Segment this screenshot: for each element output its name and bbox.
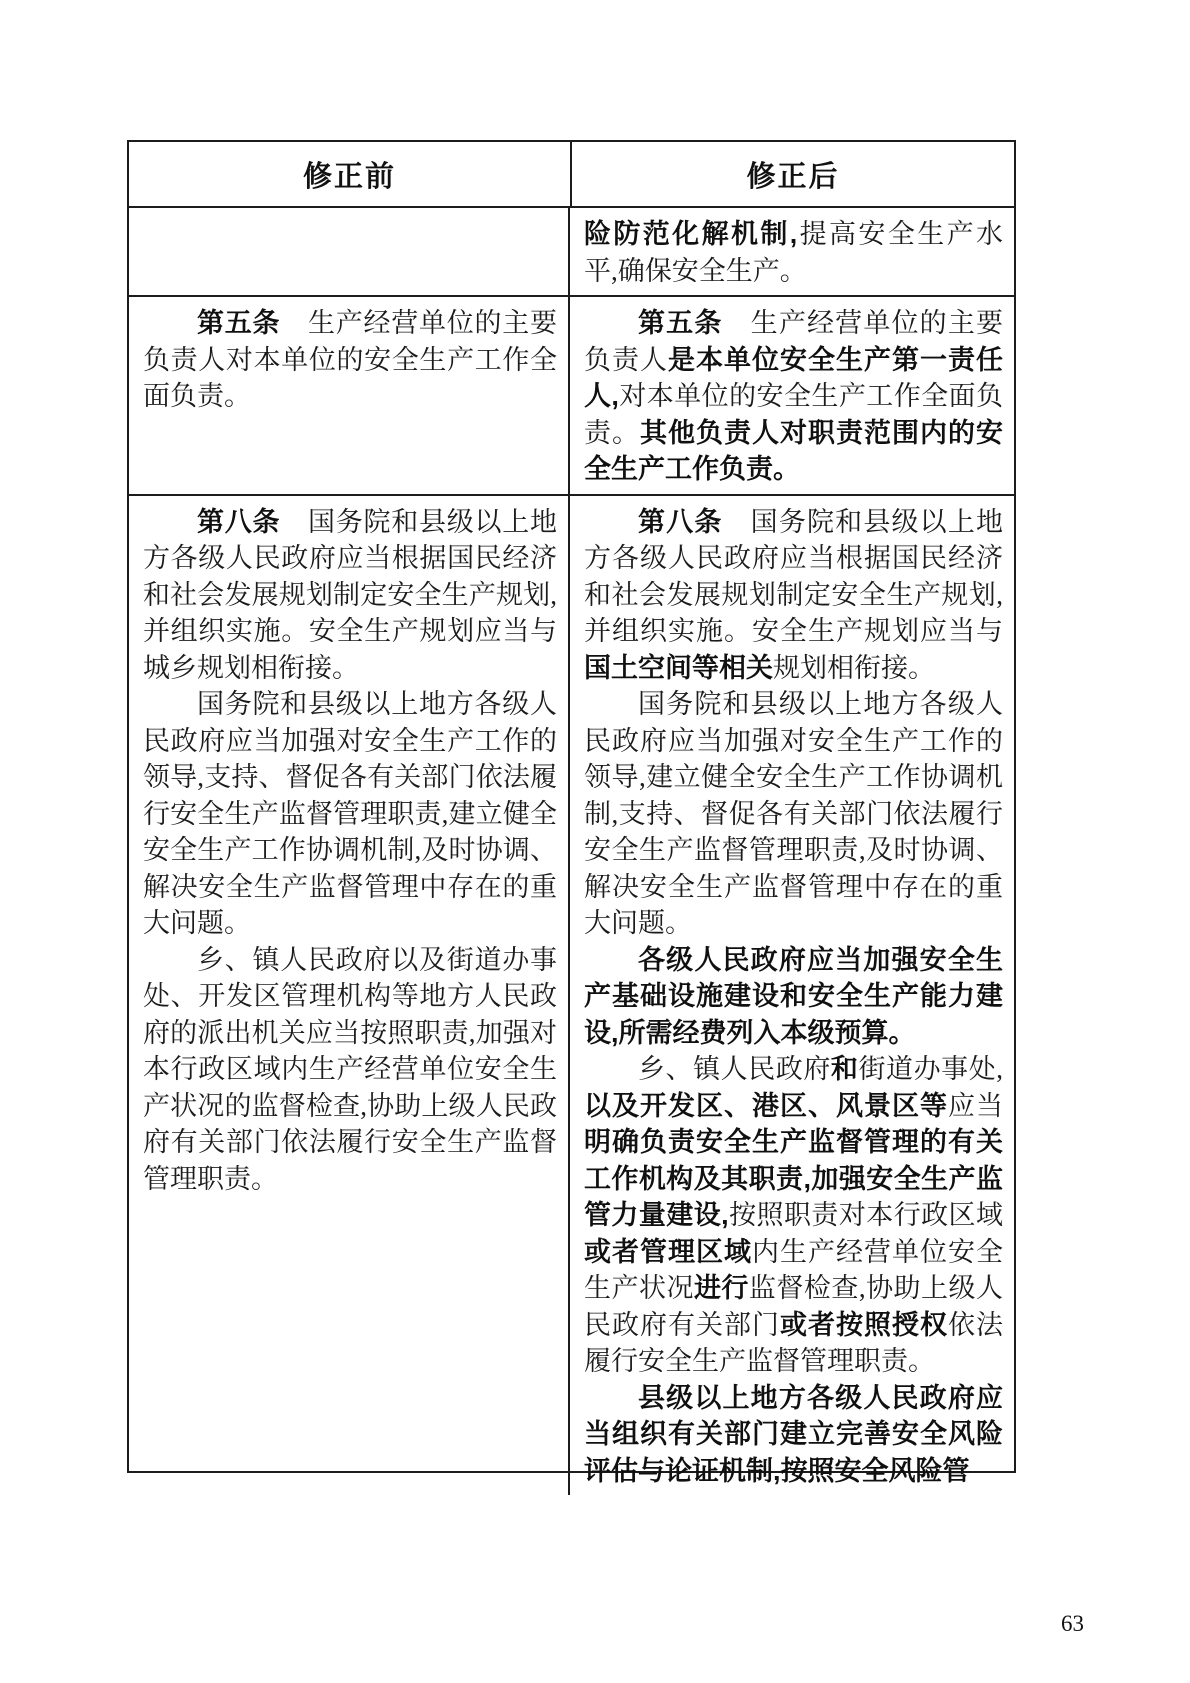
body-text: 乡、镇人民政府 bbox=[638, 1054, 831, 1084]
body-text: 提高安全生产水平,确保安全生产。 bbox=[584, 219, 1003, 286]
amended-text: 第八条 bbox=[638, 506, 723, 537]
amended-text: 各级人民政府应当加强安全生产基础设施建设和安全生产能力建设,所需经费列入本级预算。 bbox=[584, 944, 1003, 1048]
amended-text: 县级以上地方各级人民政府应当组织有关部门建立完善安全风险评估与论证机制,按照安全风险管 bbox=[584, 1382, 1003, 1486]
table-header-row bbox=[129, 142, 1014, 208]
amended-text: 进行 bbox=[693, 1273, 749, 1303]
paragraph bbox=[584, 216, 1003, 289]
table-body bbox=[129, 208, 1014, 1495]
amended-text: 或者管理区域 bbox=[584, 1236, 752, 1267]
body-text: 国务院和县级以上地方各级人民政府应当根据国民经济和社会发展规划制定安全生产规划,并组织实施。安全生产规划应当与城乡规划相衔接。 bbox=[143, 506, 557, 683]
amended-text: 和 bbox=[830, 1054, 859, 1084]
cell-after-amendment bbox=[570, 496, 1014, 1496]
paragraph bbox=[584, 686, 1003, 942]
table-row bbox=[129, 496, 1014, 1496]
body-text: 生产经营单位的主要负责人 bbox=[584, 308, 1003, 375]
body-text: 国务院和县级以上地方各级人民政府应当根据国民经济和社会发展规划制定安全生产规划,并组织实施。安全生产规划应当与 bbox=[584, 506, 1003, 646]
amended-text: 险防范化解机制, bbox=[584, 219, 798, 249]
table-row bbox=[129, 297, 1014, 496]
paragraph bbox=[584, 1380, 1003, 1490]
paragraph bbox=[143, 686, 557, 942]
cell-after-amendment bbox=[570, 208, 1014, 295]
column-header-after-amendment: 修正后 bbox=[746, 160, 840, 193]
body-text: 生产经营单位的主要负责人对本单位的安全生产工作全面负责。 bbox=[143, 308, 557, 411]
body-text: 乡、镇人民政府以及街道办事处、开发区管理机构等地方人民政府的派出机关应当按照职责,加强对本行政区域内生产经营单位安全生产状况的监督检查,协助上级人民政府有关部门依法履行安全生产监督管理职责。 bbox=[143, 944, 557, 1194]
body-text: 规划相衔接。 bbox=[773, 652, 935, 683]
body-text: 按照职责对本行政区域 bbox=[728, 1200, 1003, 1230]
comparison-table bbox=[127, 140, 1016, 1486]
body-text: 国务院和县级以上地方各级人民政府应当加强对安全生产工作的领导,建立健全安全生产工作协调机制,支持、督促各有关部门依法履行安全生产监督管理职责,及时协调、解决安全生产监督管理中存在的重大问题。 bbox=[584, 689, 1003, 938]
body-text: 国务院和县级以上地方各级人民政府应当加强对安全生产工作的领导,支持、督促各有关部门依法履行安全生产监督管理职责,建立健全安全生产工作协调机制,及时协调、解决安全生产监督管理中存在的重大问题。 bbox=[143, 689, 557, 938]
column-header-before-amendment: 修正前 bbox=[129, 142, 572, 206]
body-text: 应当 bbox=[948, 1090, 1003, 1121]
cell-before-amendment bbox=[129, 208, 570, 295]
amended-text: 国土空间等相关 bbox=[584, 652, 773, 683]
paragraph bbox=[143, 504, 557, 687]
page-number: 63 bbox=[1061, 1611, 1084, 1636]
amended-text: 其他负责人对职责范围内的安全生产工作负责。 bbox=[584, 417, 1003, 484]
cell-before-amendment bbox=[129, 297, 570, 494]
body-text: 对本单位的安全生产工作全面负责。 bbox=[584, 381, 1003, 448]
paragraph bbox=[584, 504, 1003, 687]
amended-text: 第五条 bbox=[197, 308, 281, 338]
cell-after-amendment bbox=[570, 297, 1014, 494]
amended-text: 或者按照授权 bbox=[780, 1309, 948, 1340]
amended-text: 第八条 bbox=[197, 506, 281, 537]
body-text: 监督检查,协助上级人民政府有关部门 bbox=[584, 1273, 1004, 1340]
table-row bbox=[129, 208, 1014, 297]
body-text: 街道办事处, bbox=[858, 1054, 1004, 1084]
amended-text: 明确负责安全生产监督管理的有关工作机构及其职责,加强安全生产监管力量建设, bbox=[584, 1127, 1003, 1230]
paragraph bbox=[584, 305, 1003, 488]
paragraph bbox=[143, 942, 557, 1198]
amended-text: 第五条 bbox=[638, 308, 723, 338]
body-text: 内生产经营单位安全生产状况 bbox=[584, 1236, 1003, 1303]
paragraph bbox=[584, 942, 1003, 1052]
cell-before-amendment bbox=[129, 496, 570, 1496]
amended-text: 以及开发区、港区、风景区等 bbox=[584, 1090, 948, 1121]
body-text: 依法履行安全生产监督管理职责。 bbox=[584, 1309, 1003, 1376]
amended-text: 是本单位安全生产第一责任人, bbox=[584, 344, 1003, 411]
paragraph bbox=[584, 1051, 1003, 1380]
paragraph bbox=[143, 305, 557, 415]
